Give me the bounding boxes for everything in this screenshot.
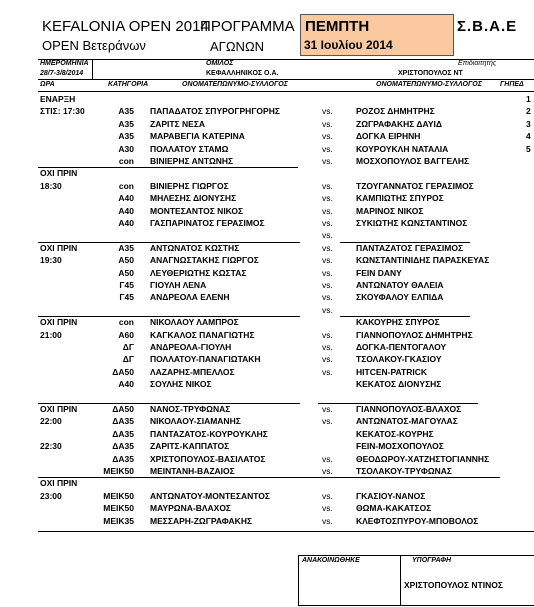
row-player2: ΠΑΝΤΑΖΑΤΟΣ ΓΕΡΑΣΙΜΟΣ [356, 242, 464, 253]
row-vs: vs. [322, 205, 333, 216]
col-court: ΓΗΠΕΔ [500, 81, 524, 88]
col-time: ΩΡΑ [40, 81, 55, 88]
row-vs: vs. [322, 131, 333, 142]
table-row [0, 292, 534, 304]
referee-field-label: Επιδιαιτητής [458, 60, 497, 67]
date-field-label: ΗΜΕΡΟΜΗΝΙΑ [40, 60, 89, 67]
row-vs: vs. [322, 280, 333, 290]
row-time: 21:00 [40, 329, 62, 340]
announced-label: ΑΝΑΚΟΙΝΩΘΗΚΕ [302, 557, 360, 564]
row-category: con [118, 156, 134, 166]
row-player1: ΜΑΡΑΒΕΓΙΑ ΚΑΤΕΡΙΝΑ [150, 131, 245, 142]
row-player1: ΜΕΙΝΤΑΝΗ-ΒΑΖΑΙΟΣ [150, 466, 235, 476]
row-player2: FEIN DANY [356, 267, 402, 278]
signature-label: ΥΠΟΓΡΑΦΗ [412, 557, 452, 564]
club-field-label: ΟΜΙΛΟΣ [206, 60, 234, 67]
row-player2: ΔΟΓΚΑ ΕΙΡΗΝΗ [356, 131, 421, 142]
row-player2: ΑΝΤΩΝΑΤΟΥ ΘΑΛΕΙΑ [356, 280, 444, 290]
day-label: ΠΕΜΠΤΗ [305, 18, 370, 35]
row-vs: vs. [322, 342, 333, 352]
row-player2: ΘΕΟΔΩΡΟΥ-ΧΑΤΖΗΣΤΟΓΙΑΝΝΗΣ [356, 453, 490, 464]
table-row [0, 255, 534, 267]
row-player1: ΣΟΥΛΗΣ ΝΙΚΟΣ [150, 379, 212, 390]
row-player1: ΠΟΛΛΑΤΟΥ ΣΤΑΜΩ [150, 143, 229, 154]
row-vs: vs. [322, 490, 333, 501]
table-row [0, 168, 534, 180]
row-category: Α35 [118, 106, 134, 117]
table-row [0, 416, 534, 428]
row-player1: ΛΑΖΑΡΗΣ-ΜΠΕΛΛΟΣ [150, 366, 235, 377]
row-category: Γ45 [119, 292, 134, 303]
table-row [0, 243, 534, 255]
row-player1: ΝΙΚΟΛΑΟΥ-ΣΙΑΜΑΝΗΣ [150, 416, 241, 427]
row-time: 18:30 [40, 180, 62, 191]
table-row [0, 429, 534, 441]
row-player2: ΚΟΥΡΟΥΚΛΗ ΝΑΤΑΛΙΑ [356, 143, 449, 154]
row-category: Α35 [118, 242, 134, 253]
row-category: ΜΕΙΚ50 [103, 466, 134, 476]
row-category: Α60 [118, 329, 134, 340]
row-vs: vs. [322, 404, 333, 414]
row-category: ΔΑ35 [112, 416, 134, 427]
table-row [0, 193, 534, 205]
table-row [0, 94, 534, 106]
row-category: Α40 [118, 205, 134, 216]
row-category: ΔΑ35 [112, 428, 134, 439]
table-row [0, 230, 534, 242]
row-category: ΜΕΙΚ35 [103, 515, 134, 526]
row-player2: ΤΣΟΛΑΚΟΥ-ΓΚΑΣΙΟΥ [356, 354, 442, 365]
row-vs: vs. [322, 292, 333, 303]
row-player2: ΚΛΕΦΤΟΣΠΥΡΟΥ-ΜΠΟΒΟΛΟΣ [356, 515, 479, 526]
row-player1: ΝΙΚΟΛΑΟΥ ΛΑΜΠΡΟΣ [150, 317, 239, 328]
row-category: con [118, 317, 134, 328]
row-player1: ΜΕΣΣΑΡΗ-ΖΩΓΡΑΦΑΚΗΣ [150, 515, 253, 526]
row-player1: ΧΡΙΣΤΟΠΟΥΛΟΣ-ΒΑΣΙΛΑΤΟΣ [150, 453, 266, 464]
row-player2: ΔΟΓΚΑ-ΠΕΝΤΟΓΑΛΟΥ [356, 342, 447, 352]
row-player1: ΑΝΤΩΝΑΤΟΥ-ΜΟΝΤΕΣΑΝΤΟΣ [150, 490, 270, 501]
table-row [0, 516, 534, 528]
row-time: 23:00 [40, 490, 62, 501]
col-category: ΚΑΤΗΓΟΡΙΑ [108, 81, 149, 88]
row-category: Α40 [118, 193, 134, 204]
table-row [0, 330, 534, 342]
table-row [0, 280, 534, 292]
signature-value: ΧΡΙΣΤΟΠΟΥΛΟΣ ΝΤΙΝΟΣ [404, 580, 503, 590]
row-player1: ΓΙΟΥΛΗ ΛΕΝΑ [150, 280, 207, 290]
row-player1: ΖΑΡΙΤΣ-ΚΑΠΠΑΤΟΣ [150, 441, 230, 452]
referee-field-value: ΧΡΙΣΤΟΠΟΥΛΟΣ ΝΤ [398, 70, 463, 77]
table-row [0, 503, 534, 515]
row-time: ΣΤΙΣ: 17:30 [40, 106, 85, 117]
organization: Σ.Β.Α.Ε [457, 18, 518, 35]
row-category: Γ45 [119, 280, 134, 290]
row-player1: ΝΑΝΟΣ-ΤΡΥΦΩΝΑΣ [150, 404, 231, 414]
date-label: 31 Ιουλίου 2014 [304, 38, 393, 52]
row-player2: ΚΑΜΠΙΩΤΗΣ ΣΠΥΡΟΣ [356, 193, 444, 204]
row-category: Α50 [118, 267, 134, 278]
table-row [0, 181, 534, 193]
row-category: ΜΕΙΚ50 [103, 503, 134, 514]
row-player1: ΑΝΑΓΝΩΣΤΑΚΗΣ ΓΙΩΡΓΟΣ [150, 255, 259, 266]
row-time: ΕΝΑΡΞΗ [40, 94, 76, 104]
row-court: 5 [526, 143, 531, 154]
table-row [0, 491, 534, 503]
table-row [0, 119, 534, 131]
row-time: 22:00 [40, 416, 62, 427]
row-player2: ΘΩΜΑ-ΚΑΚΑΤΣΟΣ [356, 503, 432, 514]
row-vs: vs. [322, 304, 333, 315]
row-player2: ΜΑΡΙΝΟΣ ΝΙΚΟΣ [356, 205, 424, 216]
table-row [0, 106, 534, 118]
row-player1: ΠΑΠΑΔΑΤΟΣ ΣΠΥΡΟΓΡΗΓΟΡΗΣ [150, 106, 280, 117]
table-row [0, 354, 534, 366]
row-player2: ΤΣΟΛΑΚΟΥ-ΤΡΥΦΩΝΑΣ [356, 466, 453, 476]
row-player2: ΚΕΚΑΤΟΣ ΔΙΟΝΥΣΗΣ [356, 379, 442, 390]
row-vs: vs. [322, 416, 333, 427]
row-category: Α40 [118, 379, 134, 390]
row-player2: ΣΚΟΥΦΑΛΟΥ ΕΛΠΙΔΑ [356, 292, 444, 303]
row-player2: ΚΩΝΣΤΑΝΤΙΝΙΔΗΣ ΠΑΡΑΣΚΕΥΑΣ [356, 255, 490, 266]
row-player1: ΜΑΥΡΩΝΑ-ΒΛΑΧΟΣ [150, 503, 232, 514]
table-row [0, 131, 534, 143]
row-category: ΔΑ35 [112, 453, 134, 464]
date-field-value: 28/7-3/8/2014 [40, 70, 84, 77]
row-player1: ΑΝΔΡΕΟΛΑ ΕΛΕΝΗ [150, 292, 230, 303]
row-player1: ΒΙΝΙΕΡΗΣ ΑΝΤΩΝΗΣ [150, 156, 234, 166]
table-row [0, 441, 534, 453]
row-category: ΔΑ50 [112, 404, 134, 414]
row-vs: vs. [322, 143, 333, 154]
row-player2: ΚΕΚΑΤΟΣ-ΚΟΥΡΗΣ [356, 428, 434, 439]
row-category: ΜΕΙΚ50 [103, 490, 134, 501]
row-court: 1 [526, 94, 531, 104]
row-vs: vs. [322, 242, 333, 253]
row-category: ΔΑ35 [112, 441, 134, 452]
tournament-title: KEFALONIA OPEN 2014 [42, 18, 209, 35]
table-row [0, 305, 534, 317]
table-row [0, 454, 534, 466]
row-player2: ΣΥΚΙΩΤΗΣ ΚΩΝΣΤΑΝΤΙΝΟΣ [356, 218, 468, 228]
row-time: 22:30 [40, 441, 62, 452]
row-vs: vs. [322, 329, 333, 340]
row-vs: vs. [322, 156, 333, 166]
row-time: ΟΧΙ ΠΡΙΝ [40, 317, 78, 328]
row-player2: ΓΚΑΣΙΟΥ-ΝΑΝΟΣ [356, 490, 426, 501]
row-vs: vs. [322, 503, 333, 514]
row-vs: vs. [322, 453, 333, 464]
row-vs: vs. [322, 267, 333, 278]
row-time: 19:30 [40, 255, 62, 266]
row-player1: ΠΑΝΤΑΖΑΤΟΣ-ΚΟΥΡΟΥΚΛΗΣ [150, 428, 268, 439]
row-court: 2 [526, 106, 531, 117]
table-row [0, 342, 534, 354]
table-row [0, 478, 534, 490]
row-player1: ΜΟΝΤΕΣΑΝΤΟΣ ΝΙΚΟΣ [150, 205, 244, 216]
row-vs: vs. [322, 354, 333, 365]
row-player2: ΖΩΓΡΑΦΑΚΗΣ ΔΑΥΙΔ [356, 118, 442, 129]
row-player2: ΡΟΖΟΣ ΔΗΜΗΤΡΗΣ [356, 106, 435, 117]
row-court: 4 [526, 131, 531, 142]
row-category: Α35 [118, 118, 134, 129]
row-vs: vs. [322, 118, 333, 129]
col-player1: ΟΝΟΜΑΤΕΠΩΝΥΜΟ-ΣΥΛΛΟΓΟΣ [182, 81, 288, 88]
row-player1: ΚΑΓΚΑΛΟΣ ΠΑΝΑΓΙΩΤΗΣ [150, 329, 255, 340]
row-player1: ΑΝΔΡΕΟΛΑ-ΓΙΟΥΛΗ [150, 342, 232, 352]
table-row [0, 379, 534, 391]
program-heading: ΠΡΟΓΡΑΜΜΑ [200, 18, 295, 35]
row-category: con [118, 180, 134, 191]
row-player1: ΖΑΡΙΤΣ ΝΕΣΑ [150, 118, 206, 129]
row-player2: ΓΙΑΝΝΟΠΟΥΛΟΣ ΔΗΜΗΤΡΗΣ [356, 329, 473, 340]
table-row [0, 404, 534, 416]
row-vs: vs. [322, 180, 333, 191]
row-player1: ΜΗΛΕΣΗΣ ΔΙΟΝΥΣΗΣ [150, 193, 237, 204]
row-vs: vs. [322, 466, 333, 476]
program-heading-2: ΑΓΩΝΩΝ [210, 39, 265, 54]
row-time: ΟΧΙ ΠΡΙΝ [40, 168, 78, 179]
row-category: ΔΑ50 [112, 366, 134, 377]
row-player2: HITCEN-PATRICK [356, 366, 427, 377]
row-player1: ΛΕΥΘΕΡΙΩΤΗΣ ΚΩΣΤΑΣ [150, 267, 247, 278]
tournament-subtitle: OPEN Βετεράνων [42, 38, 146, 53]
row-category: ΔΓ [122, 342, 134, 352]
row-vs: vs. [322, 255, 333, 266]
table-row [0, 144, 534, 156]
row-player2: ΜΟΣΧΟΠΟΥΛΟΣ ΒΑΓΓΕΛΗΣ [356, 156, 470, 166]
row-time: ΟΧΙ ΠΡΙΝ [40, 242, 78, 253]
row-vs: vs. [322, 366, 333, 377]
row-category: Α30 [118, 143, 134, 154]
row-player2: FEIN-ΜΟΣΧΟΠΟΥΛΟΣ [356, 441, 444, 452]
table-row [0, 268, 534, 280]
row-time: ΟΧΙ ΠΡΙΝ [40, 478, 78, 489]
table-row [0, 392, 534, 404]
table-row [0, 466, 534, 478]
row-category: Α35 [118, 131, 134, 142]
club-field-value: ΚΕΦΑΛΛΗΝΙΚΟΣ Ο.Α. [206, 70, 279, 77]
table-row [0, 206, 534, 218]
table-row [0, 367, 534, 379]
row-category: ΔΓ [122, 354, 134, 365]
row-player2: ΓΙΑΝΝΟΠΟΥΛΟΣ-ΒΛΑΧΟΣ [356, 404, 462, 414]
row-court: 3 [526, 118, 531, 129]
table-row [0, 218, 534, 230]
row-vs: vs. [322, 193, 333, 204]
row-player1: ΓΑΣΠΑΡΙΝΑΤΟΣ ΓΕΡΑΣΙΜΟΣ [150, 218, 265, 228]
row-vs: vs. [322, 230, 333, 241]
table-row [0, 317, 534, 329]
row-category: Α50 [118, 255, 134, 266]
row-vs: vs. [322, 106, 333, 117]
row-player1: ΠΟΛΛΑΤΟΥ-ΠΑΝΑΓΙΩΤΑΚΗ [150, 354, 261, 365]
row-player2: ΚΑΚΟΥΡΗΣ ΣΠΥΡΟΣ [356, 317, 440, 328]
table-row [0, 156, 534, 168]
row-player1: ΑΝΤΩΝΑΤΟΣ ΚΩΣΤΗΣ [150, 242, 240, 253]
row-player1: ΒΙΝΙΕΡΗΣ ΓΙΩΡΓΟΣ [150, 180, 229, 191]
col-player2: ΟΝΟΜΑΤΕΠΩΝΥΜΟ-ΣΥΛΛΟΓΟΣ [376, 81, 482, 88]
row-player2: ΑΝΤΩΝΑΤΟΣ-ΜΑΓΟΥΛΑΣ [356, 416, 458, 427]
row-category: Α40 [118, 218, 134, 228]
row-vs: vs. [322, 218, 333, 228]
row-player2: ΤΖΟΥΓΑΝΝΑΤΟΣ ΓΕΡΑΣΙΜΟΣ [356, 180, 474, 191]
row-vs: vs. [322, 515, 333, 526]
row-time: ΟΧΙ ΠΡΙΝ [40, 404, 78, 414]
